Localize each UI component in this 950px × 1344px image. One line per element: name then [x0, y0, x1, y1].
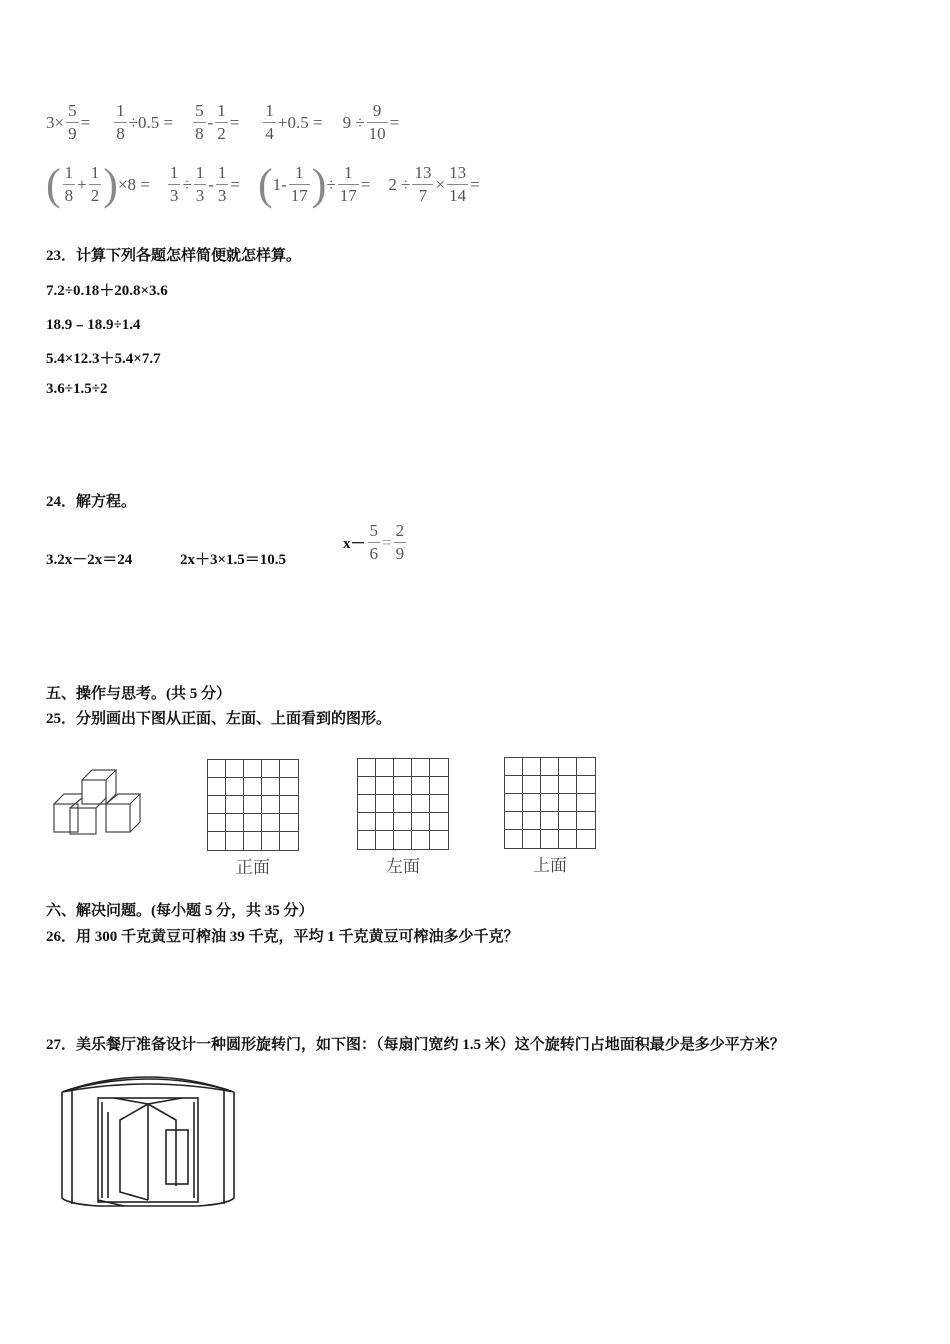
- oral-expr-1: 3× $\frac{5}{9}$ =: [46, 101, 91, 143]
- oral-expr-9: 2 ÷ $\frac{13}{7}$ × $\frac{13}{14}$ =: [388, 163, 480, 205]
- revolving-door-figure: [58, 1068, 238, 1210]
- grid-left: [357, 758, 449, 877]
- section-6-title: 六、解决问题。(每小题 5 分，共 35 分）: [46, 903, 314, 919]
- grid-left-caption: 左面: [386, 857, 420, 876]
- q23-title: 23．计算下列各题怎样简便就怎样算。: [46, 248, 302, 264]
- q23-item-2: 18.9﹣18.9÷1.4: [46, 317, 141, 333]
- grid-front-caption: 正面: [236, 858, 270, 877]
- cube-stack-figure: [52, 766, 148, 838]
- q23-item-4: 3.6÷1.5÷2: [46, 381, 108, 397]
- q24-eq-1: 3.2x－2x＝24: [46, 552, 133, 568]
- oral-row-2: [46, 159, 480, 209]
- q24-eq-3: x－ $\frac{5}{6}$ = $\frac{2}{9}$: [343, 521, 405, 563]
- oral-expr-8: ( 1- $\frac{1}{17}$ ) ÷ $\frac{1}{17}$ =: [257, 159, 371, 209]
- q24-title: 24．解方程。: [46, 494, 137, 510]
- oral-row-1: [46, 100, 399, 145]
- grid-top-caption: 上面: [533, 856, 567, 875]
- oral-expr-7: $\frac{1}{3}$ ÷ $\frac{1}{3}$ - $\frac{1}{3}$ =: [169, 163, 240, 205]
- q26-text: 26．用 300 千克黄豆可榨油 39 千克，平均 1 千克黄豆可榨油多少千克？: [46, 929, 519, 945]
- q23-item-3: 5.4×12.3＋5.4×7.7: [46, 351, 161, 367]
- grid-front: [207, 759, 299, 878]
- oral-expr-6: ( $\frac{1}{8}$ + $\frac{1}{2}$ ) ×8 =: [46, 159, 150, 209]
- q23-item-1: 7.2÷0.18＋20.8×3.6: [46, 283, 168, 299]
- oral-expr-2: $\frac{1}{8}$ ÷0.5 =: [116, 101, 174, 143]
- q25-text: 25．分别画出下图从正面、左面、上面看到的图形。: [46, 711, 392, 727]
- section-5-title: 五、操作与思考。(共 5 分）: [46, 686, 231, 702]
- oral-expr-4: $\frac{1}{4}$ +0.5 =: [265, 101, 323, 143]
- q27-text: 27．美乐餐厅准备设计一种圆形旋转门，如下图：（每扇门宽约 1.5 米）这个旋转门占地面积最少是多少平方米？: [46, 1037, 785, 1053]
- oral-expr-3: $\frac{5}{8}$ - $\frac{1}{2}$ =: [195, 101, 240, 143]
- grid-top: [504, 757, 596, 876]
- oral-expr-5: 9 ÷ $\frac{9}{10}$ =: [342, 101, 400, 143]
- q24-eq-2: 2x＋3×1.5＝10.5: [180, 552, 287, 568]
